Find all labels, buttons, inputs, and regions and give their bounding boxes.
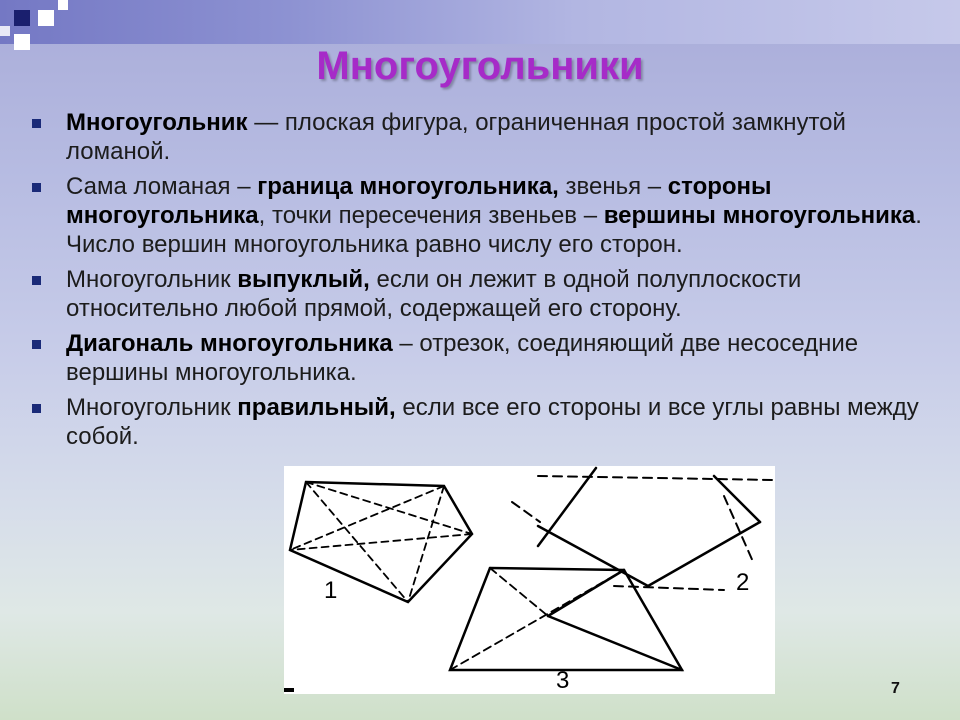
figure-corner-mark <box>284 688 294 692</box>
bullet-term: граница многоугольника, <box>257 173 559 200</box>
bullet-text: . Число вершин многоугольника равно числу его сторон. <box>66 202 922 258</box>
bullet-item <box>30 393 940 451</box>
bullet-text: Сама ломаная – <box>66 173 258 200</box>
figure-label-2: 2 <box>736 569 750 596</box>
bullet-term: Многоугольник <box>66 109 248 136</box>
bullet-term: правильный, <box>237 394 396 421</box>
bullet-marker-icon <box>32 340 41 349</box>
bullet-term: Диагональ многоугольника <box>66 330 393 357</box>
figure-3-lines <box>450 568 682 670</box>
pentagon-diagonals <box>290 482 472 602</box>
bullet-text: Многоугольник <box>66 266 238 293</box>
polygon-figure <box>284 466 775 694</box>
top-banner <box>0 0 960 44</box>
bullet-item <box>30 108 940 166</box>
bullet-marker-icon <box>32 119 41 128</box>
bullet-item <box>30 265 940 323</box>
bullet-marker-icon <box>32 404 41 413</box>
slide-title: Многоугольники <box>316 44 644 88</box>
bullet-marker-icon <box>32 183 41 192</box>
bullet-text: Многоугольник <box>66 394 238 421</box>
bullet-item <box>30 172 940 259</box>
bullet-text: если все его стороны и все углы равны между собой. <box>66 394 919 450</box>
bullet-text: , точки пересечения звеньев – <box>258 202 604 229</box>
bullet-text: звенья – <box>558 173 668 200</box>
bullet-marker-icon <box>32 276 41 285</box>
bullet-text: если он лежит в одной полуплоскости относительно любой прямой, содержащей его сторону. <box>66 266 802 322</box>
bullet-text: – отрезок, соединяющий две несоседние вершины многоугольника. <box>66 330 859 386</box>
bullet-term: стороны многоугольника <box>66 173 772 229</box>
page-number: 7 <box>891 680 900 697</box>
bullet-term: вершины многоугольника <box>603 202 916 229</box>
figure-label-1: 1 <box>324 577 338 604</box>
bullet-list <box>30 108 940 457</box>
polygons-drawing <box>284 466 775 694</box>
bullet-term: выпуклый, <box>237 266 370 293</box>
figure-label-3: 3 <box>556 667 570 694</box>
bullet-item <box>30 329 940 387</box>
figure-2-lines <box>512 468 774 590</box>
bullet-text: — плоская фигура, ограниченная простой замкнутой ломаной. <box>66 109 846 165</box>
